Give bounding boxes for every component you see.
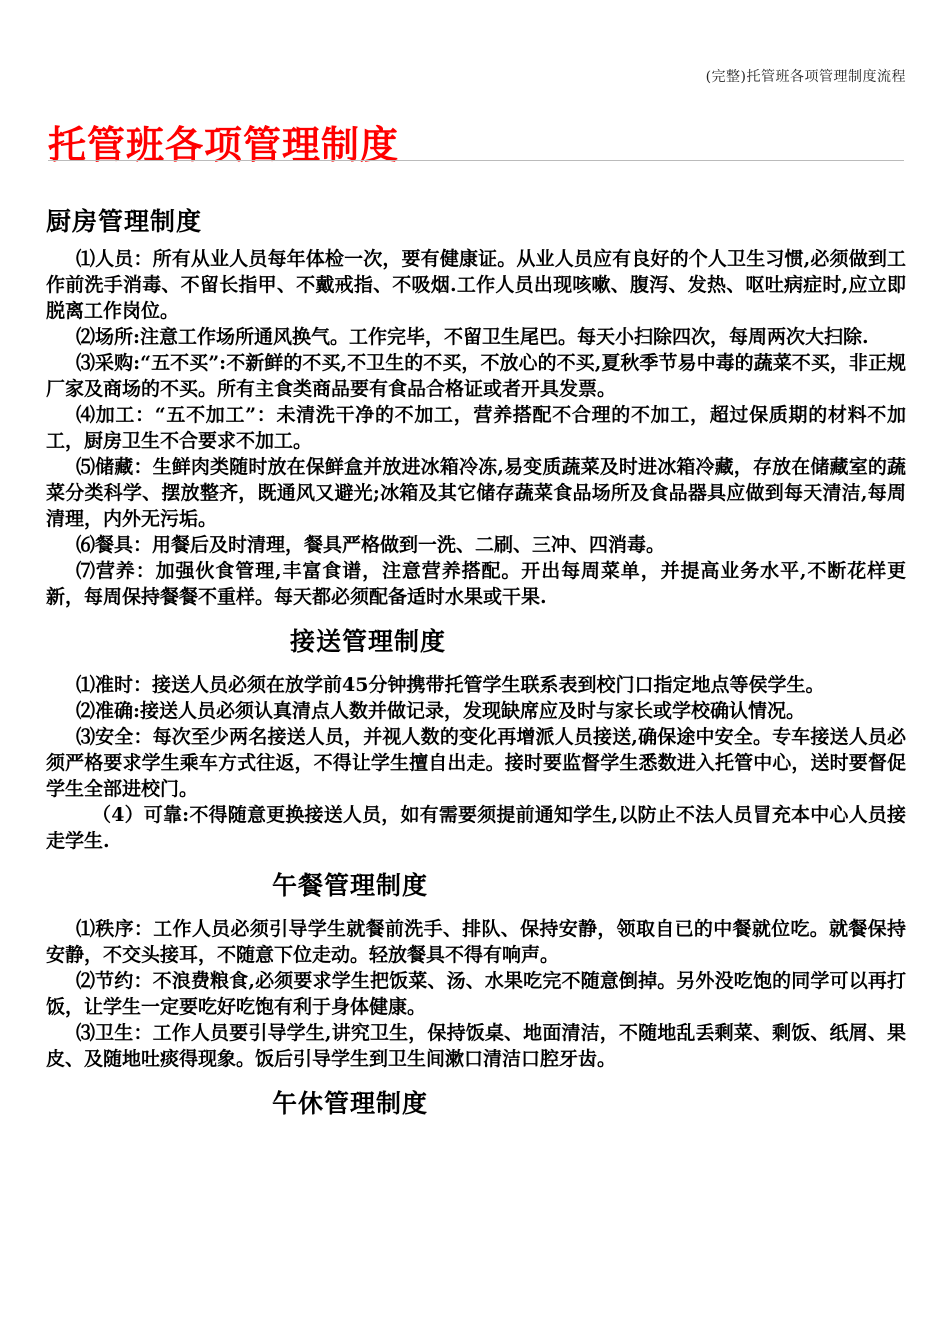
paragraph: ⑴人员：所有从业人员每年体检一次，要有健康证。从业人员应有良好的个人卫生习惯,必须做到工作前洗手消毒、不留长指甲、不戴戒指、不吸烟.工作人员出现咳嗽、腹泻、发热、呕吐病症时,应立即脱离工作岗位。	[46, 248, 906, 322]
section-heading: 厨房管理制度	[46, 207, 203, 236]
paragraph: ⑶采购:“五不买”:不新鲜的不买,不卫生的不买，不放心的不买,夏秋季节易中毒的蔬菜不买，非正规厂家及商场的不买。所有主食类商品要有食品合格证或者开具发票。	[46, 352, 906, 400]
section-heading: 午餐管理制度	[272, 871, 429, 900]
section-lunch	[46, 866, 906, 1072]
paragraph: ⑺营养：加强伙食管理,丰富食谱，注意营养搭配。开出每周菜单，并提高业务水平,不断花样更新，每周保持餐餐不重样。每天都必须配备适时水果或干果.	[46, 560, 906, 608]
section-heading: 接送管理制度	[290, 627, 447, 656]
paragraph: ⑷加工：“五不加工”：未清洗干净的不加工，营养搭配不合理的不加工，超过保质期的材料不加工，厨房卫生不合要求不加工。	[46, 404, 906, 452]
document-title: 托管班各项管理制度	[48, 123, 400, 167]
paragraph: ⑵场所:注意工作场所通风换气。工作完毕，不留卫生尾巴。每天小扫除四次，每周两次大扫除.	[76, 326, 869, 348]
paragraph: ⑶卫生：工作人员要引导学生,讲究卫生，保持饭桌、地面清洁，不随地乱丢剩菜、剩饭、纸屑、果皮、及随地吐痰得现象。饭后引导学生到卫生间漱口清洁口腔牙齿。	[46, 1022, 906, 1070]
paragraph: ⑵准确:接送人员必须认真清点人数并做记录，发现缺席应及时与家长或学校确认情况。	[76, 700, 806, 722]
paragraph: ⑵节约：不浪费粮食,必须要求学生把饭菜、汤、水果吃完不随意倒掉。另外没吃饱的同学可以再打饭，让学生一定要吃好吃饱有利于身体健康。	[46, 970, 906, 1018]
paragraph: ⑹餐具：用餐后及时清理，餐具严格做到一洗、二刷、三冲、四消毒。	[76, 534, 666, 556]
paragraph: ⑴准时：接送人员必须在放学前45分钟携带托管学生联系表到校门口指定地点等侯学生。	[76, 674, 825, 696]
header-note: (完整)托管班各项管理制度流程	[705, 69, 906, 85]
section-pickup	[46, 622, 906, 854]
paragraph: ⑶安全：每次至少两名接送人员，并视人数的变化再增派人员接送,确保途中安全。专车接送人员必须严格要求学生乘车方式往返，不得让学生擅自出走。接时要监督学生悉数进入托管中心，送时要督促学生全部进校门。	[46, 726, 906, 800]
section-kitchen	[46, 202, 906, 610]
document-body	[46, 196, 906, 1134]
section-heading: 午休管理制度	[272, 1089, 429, 1118]
paragraph: ⑸储藏：生鲜肉类随时放在保鲜盒并放进冰箱冷冻,易变质蔬菜及时进冰箱冷藏，存放在储藏室的蔬菜分类科学、摆放整齐，既通风又避光;冰箱及其它储存蔬菜食品场所及食品器具应做到每天清洁,每周清理，内外无污垢。	[46, 456, 906, 530]
paragraph: （4）可靠:不得随意更换接送人员，如有需要须提前通知学生,以防止不法人员冒充本中心人员接走学生.	[46, 804, 906, 852]
paragraph: ⑴秩序：工作人员必须引导学生就餐前洗手、排队、保持安静，领取自已的中餐就位吃。就餐保持安静，不交头接耳，不随意下位走动。轻放餐具不得有响声。	[46, 918, 906, 966]
title-divider	[48, 160, 904, 161]
section-nap	[46, 1084, 906, 1120]
